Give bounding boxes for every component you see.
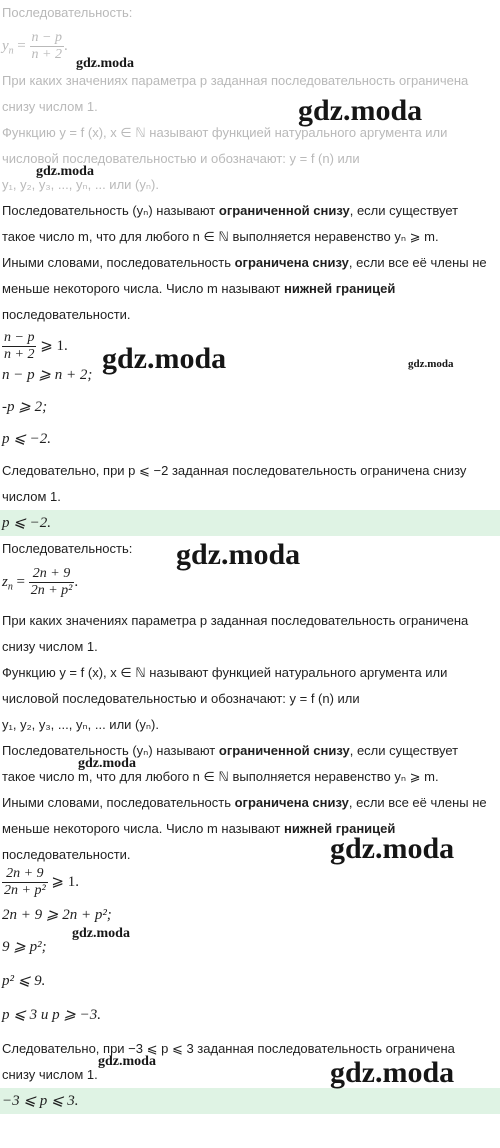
task2-conclusion-line-2: снизу числом 1.: [2, 1067, 98, 1082]
task2-def3-line-3: последовательности.: [2, 847, 131, 862]
watermark: gdz.moda: [330, 832, 455, 865]
task2-def2-line-2: такое число m, что для любого n ∈ ℕ выполняется неравенство yₙ ⩾ m.: [2, 769, 439, 784]
watermark: gdz.moda: [408, 358, 454, 370]
task1-def3-line-1: Иными словами, последовательность ограничена снизу, если все её члены не: [2, 255, 487, 270]
watermark: gdz.moda: [98, 1054, 156, 1069]
task2-step-1: $\frac{2n + 9}{\text{2n + p²}}$ ⩾ 1.: [4, 866, 79, 898]
task2-answer-box: [0, 1088, 500, 1114]
task1-def1-line-1: Функцию y = f (x), x ∈ ℕ называют функцией натурального аргумента или: [2, 125, 448, 140]
task1-question-line-2: снизу числом 1.: [2, 99, 98, 114]
task2-step-4: p² ⩽ 9.: [2, 973, 46, 989]
task1-def1-line-3: y₁, y₂, y₃, ..., yₙ, ... или (yₙ).: [2, 177, 159, 192]
watermark: gdz.moda: [36, 164, 94, 179]
task2-def3-line-1: Иными словами, последовательность ограничена снизу, если все её члены не: [2, 795, 487, 810]
task1-question-line-1: При каких значениях параметра p заданная последовательность ограничена: [2, 73, 469, 88]
watermark: gdz.moda: [330, 1056, 455, 1089]
watermark: gdz.moda: [72, 926, 130, 941]
task2-def2-line-1: Последовательность (yₙ) называют ограниченной снизу, если существует: [2, 743, 459, 758]
task2-step-2: 2n + 9 ⩾ 2n + p²;: [2, 907, 112, 923]
task2-heading: Последовательность:: [2, 541, 133, 556]
task1-answer: p ⩽ −2.: [2, 515, 51, 531]
task2-question-line-1: При каких значениях параметра p заданная последовательность ограничена: [2, 613, 469, 628]
watermark: gdz.moda: [298, 94, 423, 127]
watermark: gdz.moda: [102, 342, 227, 375]
task2-def1-line-3: y₁, y₂, y₃, ..., yₙ, ... или (yₙ).: [2, 717, 159, 732]
task2-formula: $z_n$ = $\frac{2n + 9}{\text{2n + p²}}$ .: [2, 566, 79, 598]
task1-step-2: n − p ⩾ n + 2;: [2, 367, 93, 383]
task1-def1-line-2: числовой последовательностью и обозначают: y = f (n) или: [2, 151, 360, 166]
task2-def1-line-1: Функцию y = f (x), x ∈ ℕ называют функцией натурального аргумента или: [2, 665, 448, 680]
task1-formula: $y_n$ = $\frac{n - p}{n + 2}$ .: [2, 30, 68, 62]
task2-def3-line-2: меньше некоторого числа. Число m называют нижней границей: [2, 821, 396, 836]
task2-conclusion-line-1: Следовательно, при −3 ⩽ p ⩽ 3 заданная последовательность ограничена: [2, 1041, 455, 1056]
watermark: gdz.moda: [76, 56, 134, 71]
task2-step-5: p ⩽ 3 и p ⩾ −3.: [2, 1007, 102, 1023]
task1-def3-line-2: меньше некоторого числа. Число m называют нижней границей: [2, 281, 396, 296]
task1-def2-line-1: Последовательность (yₙ) называют ограниченной снизу, если существует: [2, 203, 459, 218]
task1-step-3: -p ⩾ 2;: [2, 399, 48, 415]
task2-answer: −3 ⩽ p ⩽ 3.: [2, 1093, 79, 1109]
task1-conclusion-line-1: Следовательно, при p ⩽ −2 заданная последовательность ограничена снизу: [2, 463, 467, 478]
task1-step-4: p ⩽ −2.: [2, 431, 51, 447]
task2-def1-line-2: числовой последовательностью и обозначают: y = f (n) или: [2, 691, 360, 706]
task1-step-1: $\frac{n - p}{n + 2}$ ⩾ 1.: [4, 330, 68, 362]
task1-def2-line-2: такое число m, что для любого n ∈ ℕ выполняется неравенство yₙ ⩾ m.: [2, 229, 439, 244]
task1-conclusion-line-2: числом 1.: [2, 489, 61, 504]
task1-answer-box: [0, 510, 500, 536]
task2-question-line-2: снизу числом 1.: [2, 639, 98, 654]
task1-def3-line-3: последовательности.: [2, 307, 131, 322]
task1-heading: Последовательность:: [2, 5, 133, 20]
task2-step-3: 9 ⩾ p²;: [2, 939, 47, 955]
watermark: gdz.moda: [176, 538, 301, 571]
watermark: gdz.moda: [78, 756, 136, 771]
